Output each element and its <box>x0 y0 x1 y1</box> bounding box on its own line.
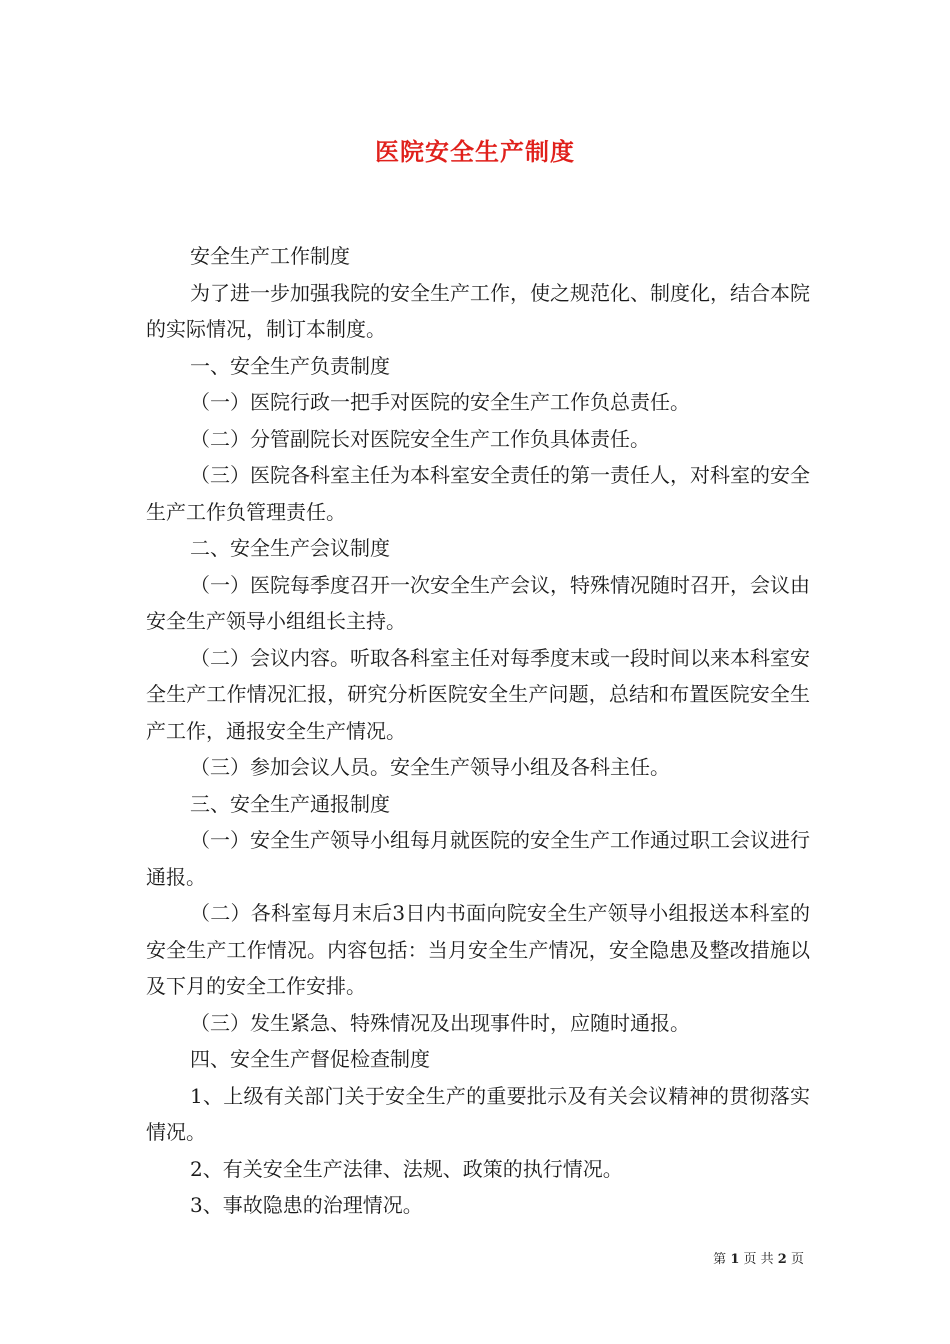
paragraph: （三）发生紧急、特殊情况及出现事件时，应随时通报。 <box>190 1010 690 1035</box>
section-heading: 一、安全生产负责制度 <box>190 353 390 378</box>
paragraph: 安全生产工作制度 <box>190 244 350 268</box>
section-heading: 四、安全生产督促检查制度 <box>190 1047 430 1071</box>
paragraph: （二）各科室每月末后3日内书面向院安全生产领导小组报送本科室的安全生产工作情况。内容包括：当月安全生产情况，安全隐患及整改措施以及下月的安全工作安排。 <box>146 901 810 998</box>
paragraph: （一）医院行政一把手对医院的安全生产工作负总责任。 <box>190 390 690 414</box>
section-heading: 三、安全生产通报制度 <box>190 791 390 816</box>
footer-prefix: 第 <box>713 1252 727 1267</box>
paragraph: （三）医院各科室主任为本科室安全责任的第一责任人，对科室的安全生产工作负管理责任。 <box>146 463 810 524</box>
paragraph: 2、有关安全生产法律、法规、政策的执行情况。 <box>190 1156 623 1181</box>
paragraph: 为了进一步加强我院的安全生产工作，使之规范化、制度化，结合本院的实际情况，制订本制度。 <box>146 280 810 341</box>
paragraph: 3、事故隐患的治理情况。 <box>190 1193 423 1217</box>
document-title: 医院安全生产制度 <box>375 137 575 166</box>
page-footer <box>713 1248 804 1267</box>
total-pages-number: 2 <box>777 1252 787 1267</box>
footer-middle: 页 共 <box>743 1252 774 1267</box>
paragraph: （二）分管副院长对医院安全生产工作负具体责任。 <box>190 426 650 451</box>
paragraph: 1、上级有关部门关于安全生产的重要批示及有关会议精神的贯彻落实情况。 <box>146 1083 810 1144</box>
paragraph: （二）会议内容。听取各科室主任对每季度末或一段时间以来本科室安全生产工作情况汇报，研究分析医院安全生产问题，总结和布置医院安全生产工作，通报安全生产情况。 <box>146 645 810 743</box>
paragraph: （一）安全生产领导小组每月就医院的安全生产工作通过职工会议进行通报。 <box>146 828 810 889</box>
paragraph: （一）医院每季度召开一次安全生产会议，特殊情况随时召开，会议由安全生产领导小组组长主持。 <box>146 572 810 633</box>
current-page-number: 1 <box>730 1252 740 1267</box>
document-body <box>146 238 810 1224</box>
section-heading: 二、安全生产会议制度 <box>190 536 390 560</box>
footer-suffix: 页 <box>790 1252 804 1267</box>
paragraph: （三）参加会议人员。安全生产领导小组及各科主任。 <box>190 755 670 779</box>
